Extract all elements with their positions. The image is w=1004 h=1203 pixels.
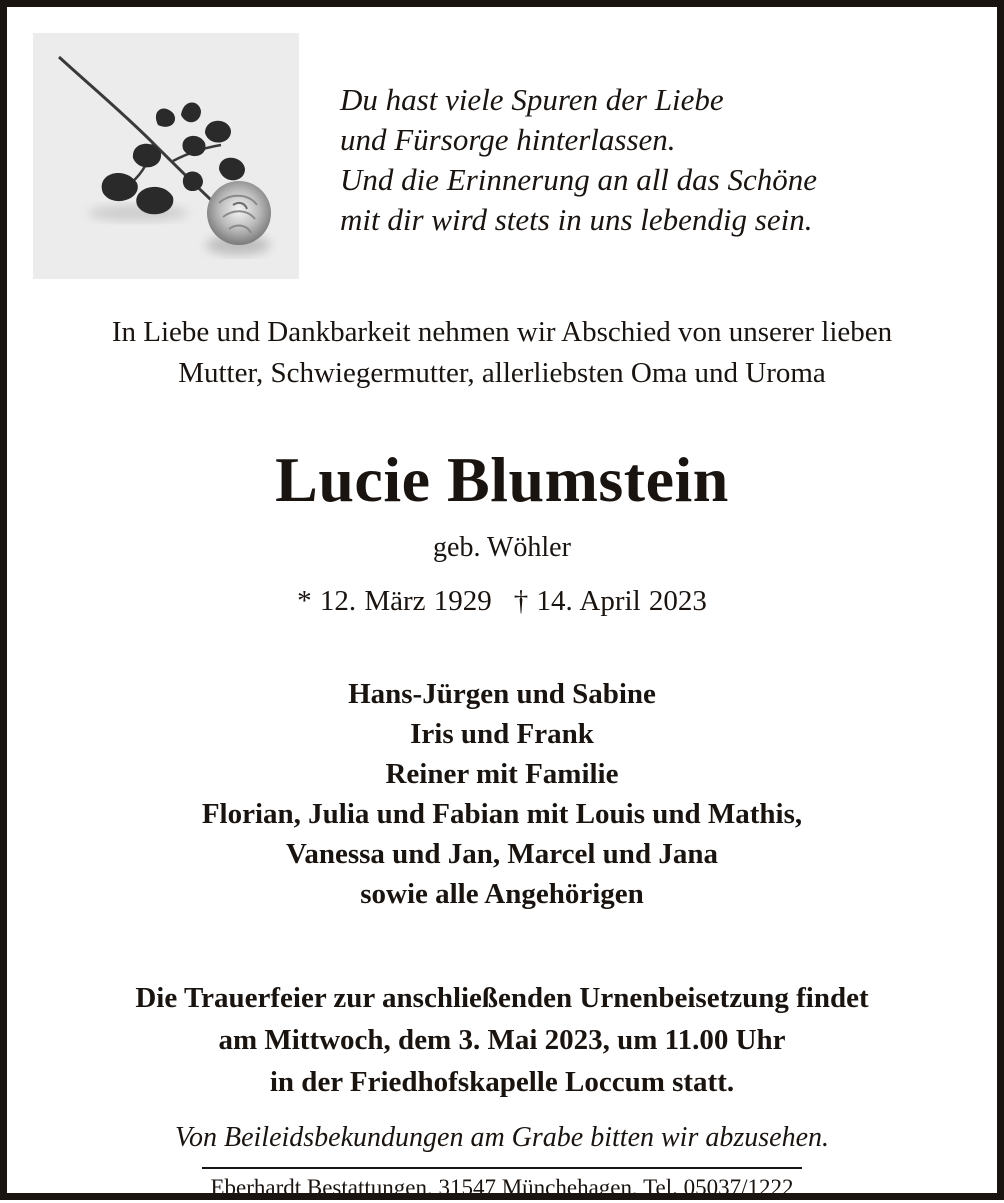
family-line: Vanessa und Jan, Marcel und Jana bbox=[286, 838, 718, 870]
family-line: Iris und Frank bbox=[410, 718, 594, 750]
condolence-note: Von Beileidsbekundungen am Grabe bitten wir abzusehen. bbox=[174, 1122, 829, 1153]
intro-line: In Liebe und Dankbarkeit nehmen wir Abschied von unserer lieben bbox=[111, 316, 893, 348]
intro-line: Mutter, Schwiegermutter, allerliebsten Oma und Uroma bbox=[178, 357, 826, 389]
poem bbox=[340, 80, 960, 240]
birth-date: * 12. März 1929 bbox=[297, 585, 492, 617]
undertaker-footer bbox=[10, 1167, 994, 1203]
family-line: sowie alle Angehörigen bbox=[360, 878, 644, 910]
ceremony-info bbox=[10, 977, 994, 1103]
deceased-name: Lucie Blumstein bbox=[275, 444, 729, 515]
family-line: Reiner mit Familie bbox=[385, 758, 619, 790]
ceremony-line: in der Friedhofskapelle Loccum statt. bbox=[269, 1066, 735, 1098]
poem-line: und Fürsorge hinterlassen. bbox=[340, 122, 676, 157]
undertaker-info: Eberhardt Bestattungen, 31547 Münchehagen, Tel. 05037/1222 bbox=[202, 1167, 801, 1203]
intro-text bbox=[10, 312, 994, 394]
poem-line: Du hast viele Spuren der Liebe bbox=[340, 82, 724, 117]
poem-line: mit dir wird stets in uns lebendig sein. bbox=[340, 202, 813, 237]
life-dates bbox=[10, 583, 994, 619]
maiden-name: geb. Wöhler bbox=[433, 532, 571, 563]
rose-photo bbox=[33, 33, 299, 279]
rose-icon bbox=[33, 33, 299, 279]
family-line: Florian, Julia und Fabian mit Louis und Mathis, bbox=[201, 798, 803, 830]
family-line: Hans-Jürgen und Sabine bbox=[348, 678, 656, 710]
family-list bbox=[10, 674, 994, 914]
ceremony-line: am Mittwoch, dem 3. Mai 2023, um 11.00 Uhr bbox=[218, 1024, 786, 1056]
poem-line: Und die Erinnerung an all das Schöne bbox=[340, 162, 818, 197]
death-date: † 14. April 2023 bbox=[513, 585, 707, 617]
ceremony-line: Die Trauerfeier zur anschließenden Urnenbeisetzung findet bbox=[135, 982, 869, 1014]
